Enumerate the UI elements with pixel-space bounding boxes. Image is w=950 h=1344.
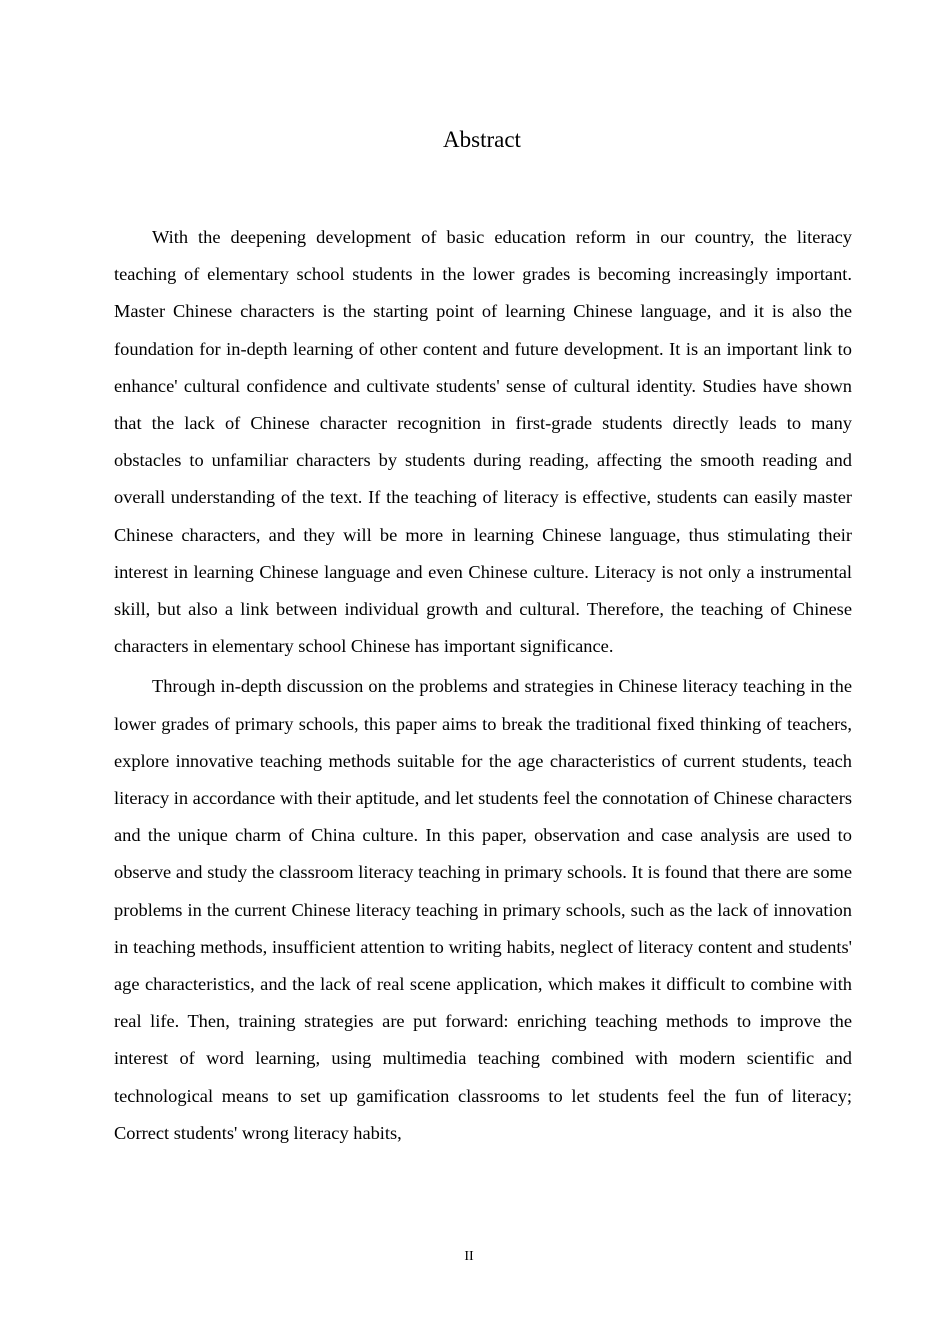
abstract-paragraph-1: With the deepening development of basic education reform in our country, the literacy teaching of elementary school students in the lower grades is becoming increasingly important. Master Chinese characters is the starting point of learning Chinese language, and it is also the foundation for in-depth learning of other content and future development. It is an important link to enhance' cultural confidence and cultivate students' sense of cultural identity. Studies have shown that the lack of Chinese character recognition in first-grade students directly leads to many obstacles to unfamiliar characters by students during reading, affecting the smooth reading and overall understanding of the text. If the teaching of literacy is effective, students can easily master Chinese characters, and they will be more in learning Chinese language, thus stimulating their interest in learning Chinese language and even Chinese culture. Literacy is not only a instrumental skill, but also a link between individual growth and cultural. Therefore, the teaching of Chinese characters in elementary school Chinese has important significance.: [114, 227, 852, 657]
abstract-title: Abstract: [443, 127, 521, 152]
abstract-paragraph-2: Through in-depth discussion on the problems and strategies in Chinese literacy teaching in the lower grades of primary schools, this paper aims to break the traditional fixed thinking of teachers, explore innovative teaching methods suitable for the age characteristics of current students, teach literacy in accordance with their aptitude, and let students feel the connotation of Chinese characters and the unique charm of China culture. In this paper, observation and case analysis are used to observe and study the classroom literacy teaching in primary schools. It is found that there are some problems in the current Chinese literacy teaching in primary schools, such as the lack of innovation in teaching methods, insufficient attention to writing habits, neglect of literacy content and students' age characteristics, and the lack of real scene application, which makes it difficult to combine with real life. Then, training strategies are put forward: enriching teaching methods to improve the interest of word learning, using multimedia teaching combined with modern scientific and technological means to set up gamification classrooms to let students feel the fun of literacy; Correct students' wrong literacy habits,: [114, 676, 852, 1143]
page-number: II: [464, 1249, 474, 1264]
abstract-body: [114, 219, 852, 1155]
